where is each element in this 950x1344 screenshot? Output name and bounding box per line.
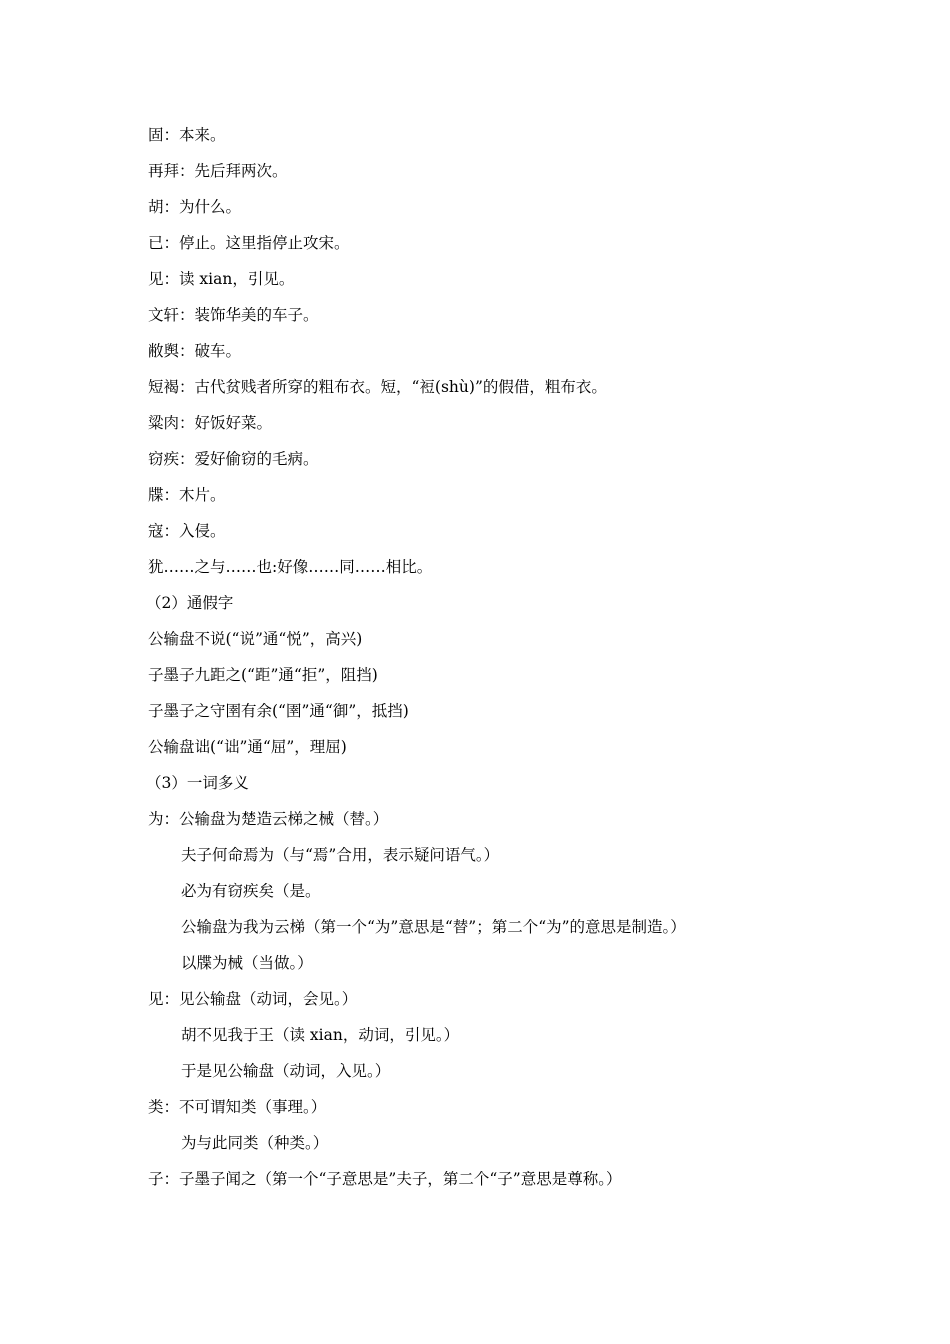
glossary-entry: 已：停止。这里指停止攻宋。 (148, 234, 350, 252)
glossary-entry: 再拜：先后拜两次。 (148, 162, 288, 180)
glossary-entry: 寇：入侵。 (148, 522, 226, 540)
polysemy-wei-entry: 为：公输盘为楚造云梯之械（替。） (148, 810, 389, 828)
tongjiazi-entry: 子墨子九距之(“距”通“拒”，阻挡) (148, 666, 378, 684)
glossary-entry: 牒：木片。 (148, 486, 226, 504)
section-heading-polysemy: （3）一词多义 (146, 774, 249, 792)
glossary-entry: 粱肉：好饭好菜。 (148, 414, 273, 432)
glossary-entry: 犹……之与……也:好像……同……相比。 (148, 558, 433, 576)
polysemy-lei-example: 为与此同类（种类。） (181, 1134, 329, 1152)
polysemy-zi-entry: 子：子墨子闻之（第一个“子意思是”夫子，第二个“子”意思是尊称。） (148, 1170, 622, 1188)
glossary-entry: 窃疾：爱好偷窃的毛病。 (148, 450, 319, 468)
document-content (148, 125, 908, 1205)
polysemy-jian-example: 于是见公输盘（动词，入见。） (181, 1062, 391, 1080)
polysemy-wei-example: 公输盘为我为云梯（第一个“为”意思是“替”；第二个“为”的意思是制造。） (181, 918, 686, 936)
polysemy-wei-example: 以牒为械（当做。） (181, 954, 313, 972)
polysemy-wei-example: 必为有窃疾矣（是。 (181, 882, 321, 900)
polysemy-wei-example: 夫子何命焉为（与“焉”合用，表示疑问语气。） (181, 846, 500, 864)
glossary-entry: 胡：为什么。 (148, 198, 242, 216)
glossary-entry: 文轩：装饰华美的车子。 (148, 306, 319, 324)
glossary-entry: 短褐：古代贫贱者所穿的粗布衣。短，“裋(shù)”的假借，粗布衣。 (148, 378, 607, 396)
glossary-entry: 固：本来。 (148, 126, 226, 144)
glossary-entry: 敝舆：破车。 (148, 342, 242, 360)
polysemy-lei-entry: 类：不可谓知类（事理。） (148, 1098, 327, 1116)
glossary-entry: 见：读 xian，引见。 (148, 270, 295, 288)
section-heading-tongjiazi: （2）通假字 (146, 594, 234, 612)
tongjiazi-entry: 公输盘不说(“说”通“悦”，高兴) (148, 630, 363, 648)
polysemy-jian-example: 胡不见我于王（读 xian，动词，引见。） (181, 1026, 460, 1044)
tongjiazi-entry: 公输盘诎(“诎”通“屈”，理屈) (148, 738, 347, 756)
polysemy-jian-entry: 见：见公输盘（动词，会见。） (148, 990, 358, 1008)
tongjiazi-entry: 子墨子之守圉有余(“圉”通“御”，抵挡) (148, 702, 409, 720)
